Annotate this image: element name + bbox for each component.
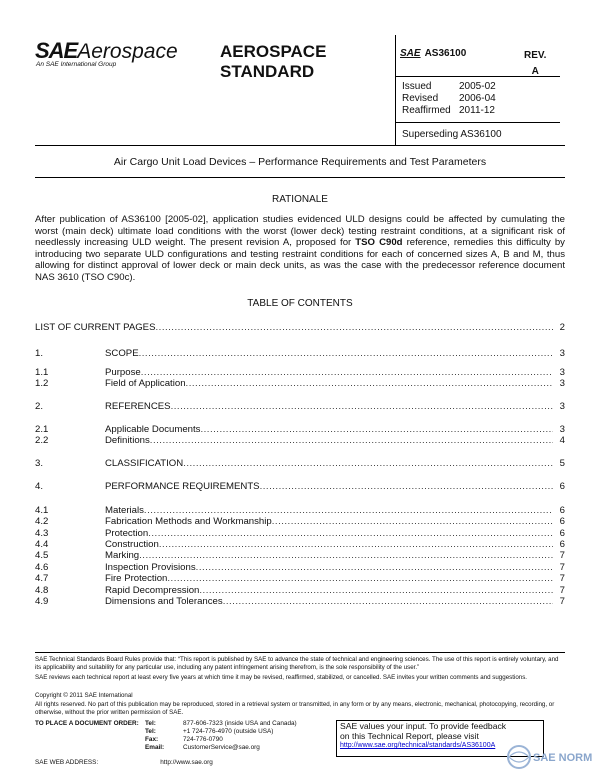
toc-leader-dots (167, 573, 553, 584)
fax-value: 724-776-0790 (183, 736, 223, 743)
toc-page-number: 6 (559, 539, 565, 550)
toc-section-title: Rapid Decompression (105, 585, 200, 596)
toc-leader-dots (139, 550, 553, 561)
toc-section-title: Applicable Documents (105, 424, 201, 435)
toc-row[interactable] (35, 401, 565, 413)
toc-section-title: SCOPE (105, 348, 139, 359)
toc-section-number: 1.2 (35, 378, 49, 389)
order-label: TO PLACE A DOCUMENT ORDER: (35, 720, 139, 727)
tel-label: Tel: (145, 720, 156, 727)
toc-section-title: Field of Application (105, 378, 186, 389)
superseding: Superseding AS36100 (402, 129, 502, 140)
sae-norm-watermark (505, 742, 595, 772)
toc-page-number: 7 (559, 585, 565, 596)
footer-review-text: SAE reviews each technical report at least every five years at which time it may be revised, reaffirmed, stabilized, or cancelled. SAE invites your written comments and suggestions. (35, 674, 528, 681)
rationale-text-2: reference, remedies this difficulty by introducing two separate ULD configurations and testing restraint conditions for each of concerned sizes A, B and M, thus allowing for distinct approval of lower deck or main deck units, as was the case with the predecessor reference document NAS 3610 (TSO C90c). (35, 237, 565, 283)
toc-row[interactable] (35, 481, 565, 493)
toc-page-number: 5 (559, 458, 565, 469)
toc-section-title: Purpose (105, 367, 141, 378)
document-number (400, 48, 466, 59)
email-value[interactable]: CustomerService@sae.org (183, 744, 260, 751)
toc-leader-dots (171, 401, 553, 412)
toc-section-number: 4.4 (35, 539, 49, 550)
footer-rules-text: SAE Technical Standards Board Rules provide that: “This report is published by SAE to advance the state of technical and engineering sciences. The use of this report is entirely voluntary, and its applicability and suitability for any particular use, including any patent infringement arising therefrom, is the sole responsibility of the user.” (35, 656, 559, 671)
toc-section-number: 4.8 (35, 585, 49, 596)
web-url[interactable]: http://www.sae.org (160, 759, 213, 766)
toc-leader-dots (148, 528, 553, 539)
logo-subtitle: An SAE International Group (36, 61, 117, 68)
toc-page-number: 2 (559, 322, 565, 333)
toc-leader-dots (199, 585, 553, 596)
tel-label-2: Tel: (145, 728, 156, 735)
toc-page-number: 6 (559, 516, 565, 527)
tel-2: +1 724-776-4970 (outside USA) (183, 728, 274, 735)
toc-leader-dots (139, 348, 553, 359)
toc-section-title: Construction (105, 539, 159, 550)
toc-section-title: PERFORMANCE REQUIREMENTS (105, 481, 260, 492)
toc-row[interactable] (35, 378, 565, 390)
feedback-line-1: SAE values your input. To provide feedback (340, 721, 507, 731)
toc-section-number: 2.2 (35, 435, 49, 446)
toc-section-number: 2.1 (35, 424, 49, 435)
standard-title (220, 42, 326, 82)
toc-section-number: 4. (35, 481, 44, 492)
toc-page-number: 6 (559, 528, 565, 539)
email-label: Email: (145, 744, 165, 751)
watermark-text: SAE NORM (533, 752, 593, 764)
toc-section-title: Fire Protection (105, 573, 168, 584)
toc-section-number: 4.2 (35, 516, 49, 527)
issued-label: Issued (402, 81, 432, 92)
toc-section-number: 4.5 (35, 550, 49, 561)
doc-sae-mark: SAE (400, 48, 421, 59)
toc-row[interactable] (35, 322, 565, 334)
toc-section-title: LIST OF CURRENT PAGES (35, 322, 156, 333)
rationale-text-1: After publication of AS36100 [2005-02], application studies evidenced ULD designs could be affected by cumulating the worst (main deck) ultimate load conditions with the worst (lower deck) testing restraint conditions, at a significant risk of needlessly increasing ULD weight. The present revision A, proposed for (35, 214, 565, 249)
toc-row[interactable] (35, 550, 565, 562)
reaffirmed-label: Reaffirmed (402, 105, 451, 116)
toc-leader-dots (196, 562, 553, 573)
toc-page-number: 3 (559, 378, 565, 389)
standard-title-line1: AEROSPACE (220, 42, 327, 61)
toc-row[interactable] (35, 516, 565, 528)
toc-section-number: 4.9 (35, 596, 49, 607)
toc-section-number: 1. (35, 348, 44, 359)
toc-leader-dots (183, 458, 553, 469)
reaffirmed-value: 2011-12 (459, 105, 495, 116)
revision (524, 48, 546, 80)
toc-leader-dots (155, 322, 553, 333)
toc-leader-dots (186, 378, 553, 389)
doc-number-value: AS36100 (424, 48, 467, 59)
toc-page-number: 6 (559, 481, 565, 492)
order-contact (35, 720, 297, 752)
header-divider-2 (395, 122, 560, 123)
toc-section-title: Fabrication Methods and Workmanship (105, 516, 272, 527)
toc-leader-dots (150, 435, 553, 446)
toc-section-number: 1.1 (35, 367, 49, 378)
toc-section-number: 4.7 (35, 573, 49, 584)
toc-leader-dots (144, 505, 553, 516)
watermark-globe-icon (508, 746, 530, 768)
toc-section-number: 4.3 (35, 528, 49, 539)
logo-sae-text: SAE (35, 38, 78, 63)
rule-top (35, 145, 565, 146)
toc-section-title: Protection (105, 528, 149, 539)
toc-page-number: 6 (559, 505, 565, 516)
toc-section-title: Marking (105, 550, 140, 561)
toc-section-title: Inspection Provisions (105, 562, 196, 573)
toc-row[interactable] (35, 348, 565, 360)
toc-leader-dots (260, 481, 553, 492)
fax-label: Fax: (145, 736, 159, 743)
toc-page-number: 4 (559, 435, 565, 446)
revised-value: 2006-04 (459, 93, 496, 104)
toc-leader-dots (200, 424, 553, 435)
document-title: Air Cargo Unit Load Devices – Performance Requirements and Test Parameters (113, 156, 487, 168)
toc-page-number: 3 (559, 348, 565, 359)
feedback-line-2: on this Technical Report, please visit (340, 730, 479, 741)
toc-page-number: 7 (559, 573, 565, 584)
toc-leader-dots (223, 596, 553, 607)
toc-page-number: 7 (559, 550, 565, 561)
header-divider-vertical (395, 35, 396, 145)
sae-aerospace-logo (35, 38, 215, 73)
rationale-tso-ref: TSO C90d (355, 237, 403, 249)
toc-section-number: 4.6 (35, 562, 49, 573)
toc-page-number: 7 (559, 596, 565, 607)
tel-1: 877-606-7323 (inside USA and Canada) (183, 720, 297, 727)
toc-section-title: REFERENCES (105, 401, 171, 412)
toc-section-title: Materials (105, 505, 144, 516)
toc-row[interactable] (35, 596, 565, 608)
issued-value: 2005-02 (459, 81, 496, 92)
rev-value: A (531, 66, 539, 77)
logo-aerospace-text: Aerospace (77, 40, 178, 63)
toc-page-number: 3 (559, 401, 565, 412)
revised-label: Revised (402, 93, 439, 104)
toc-row[interactable] (35, 458, 565, 470)
footer-copyright: Copyright © 2011 SAE International (35, 692, 133, 699)
rationale-text (35, 214, 565, 284)
toc-section-title: CLASSIFICATION (105, 458, 184, 469)
toc-leader-dots (272, 516, 553, 527)
rev-label: REV. (524, 50, 547, 61)
toc-page-number: 3 (559, 424, 565, 435)
toc-section-number: 3. (35, 458, 44, 469)
footer-rights-text: All rights reserved. No part of this publication may be reproduced, stored in a retrieval system or transmitted, in any form or by any means, electronic, mechanical, photocopying, recording, or otherwise, without the prior written permission of SAE. (35, 701, 555, 716)
standard-title-line2: STANDARD (220, 62, 315, 81)
toc-section-number: 4.1 (35, 505, 49, 516)
toc-leader-dots (159, 539, 553, 550)
feedback-link[interactable]: http://www.sae.org/technical/standards/AS36100A (340, 742, 496, 750)
toc-row[interactable] (35, 573, 565, 585)
toc-heading: TABLE OF CONTENTS (247, 298, 353, 309)
document-dates (402, 81, 496, 117)
toc-page-number: 3 (559, 367, 565, 378)
rule-footer (35, 652, 565, 653)
rule-under-title (35, 177, 565, 178)
toc-section-title: Dimensions and Tolerances (105, 596, 223, 607)
web-address (35, 759, 213, 766)
rationale-heading: RATIONALE (272, 194, 328, 205)
web-label: SAE WEB ADDRESS: (35, 759, 99, 766)
toc-row[interactable] (35, 435, 565, 447)
toc-section-number: 2. (35, 401, 44, 412)
toc-section-title: Definitions (105, 435, 150, 446)
toc-leader-dots (141, 367, 553, 378)
toc-page-number: 7 (559, 562, 565, 573)
